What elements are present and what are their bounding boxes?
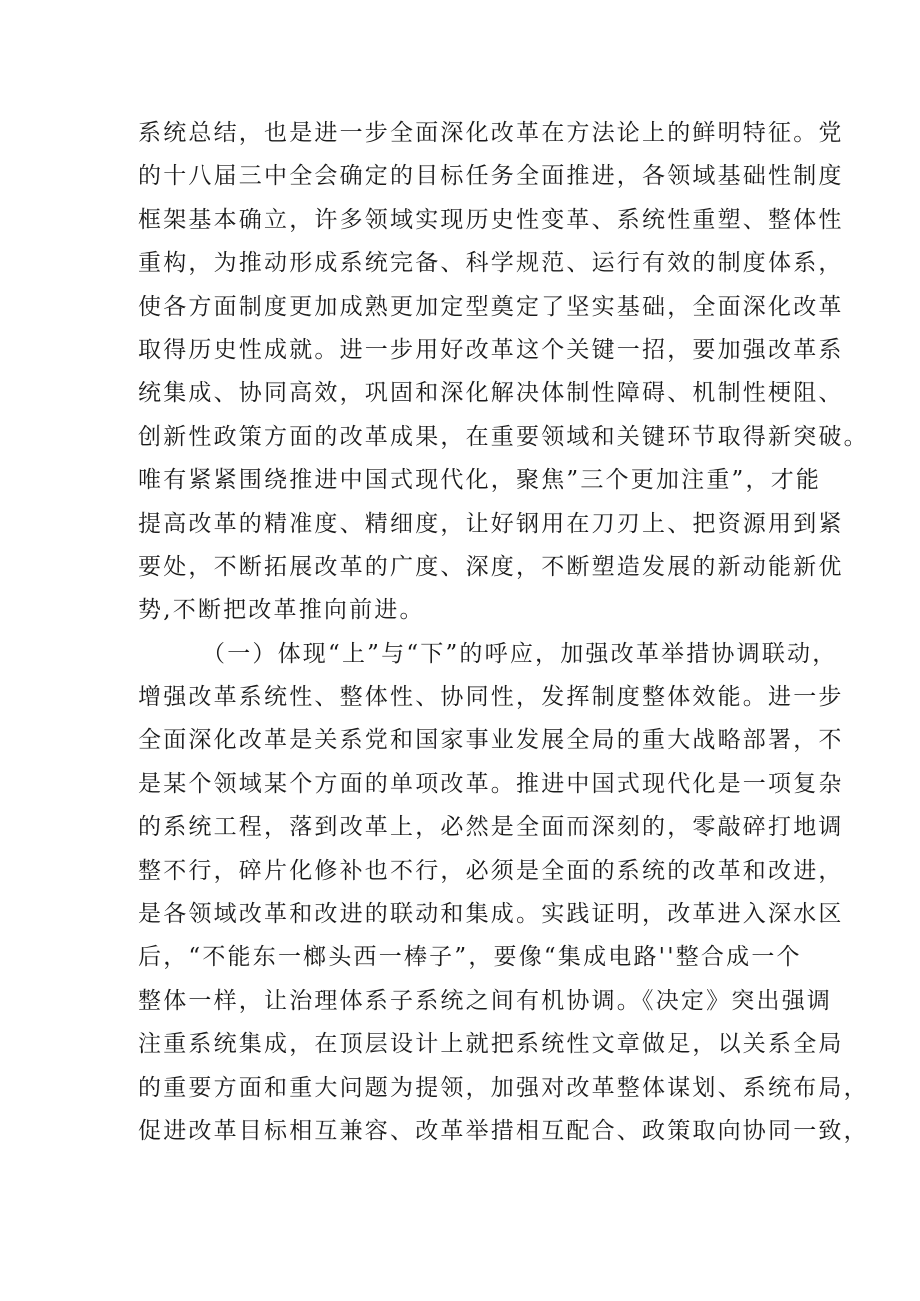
- text-line: 是各领域改革和改进的联动和集成。实践证明，改革进入深水区: [138, 901, 844, 928]
- text-line: 使各方面制度更加成熟更加定型奠定了坚实基础，全面深化改革: [138, 293, 844, 320]
- text-line: 创新性政策方面的改革成果，在重要领域和关键环节取得新突破。: [138, 423, 869, 450]
- text-line: 统集成、协同高效，巩固和深化解决体制性障碍、机制性梗阻、: [138, 380, 844, 407]
- body-text: [138, 112, 869, 1153]
- text-line: 的系统工程，落到改革上，必然是全面而深刻的，零敲碎打地调: [138, 814, 844, 841]
- text-line: 注重系统集成，在顶层设计上就把系统性文章做足，以关系全局: [138, 1031, 844, 1058]
- text-line: 系统总结，也是进一步全面深化改革在方法论上的鲜明特征。党: [138, 120, 844, 146]
- text-line: 整不行，碎片化修补也不行，必须是全面的系统的改革和改进，: [138, 857, 844, 884]
- section-heading-line: （一）体现“上”与“下”的呼应，加强改革举措协调联动，: [202, 640, 838, 667]
- text-line: 重构，为推动形成系统完备、科学规范、运行有效的制度体系，: [138, 250, 844, 277]
- text-line: 势,不断把改革推向前进。: [138, 597, 425, 624]
- text-line: 促进改革目标相互兼容、改革举措相互配合、政策取向协同一致，: [138, 1117, 869, 1144]
- text-line: 取得历史性成就。进一步用好改革这个关键一招，要加强改革系: [138, 336, 844, 363]
- text-line: 的重要方面和重大问题为提领，加强对改革整体谋划、系统布局，: [138, 1074, 869, 1101]
- text-line: 要处，不断拓展改革的广度、深度，不断塑造发展的新动能新优: [138, 553, 844, 580]
- text-line: 增强改革系统性、整体性、协同性，发挥制度整体效能。进一步: [138, 684, 844, 711]
- text-line: 框架基本确立，许多领域实现历史性变革、系统性重塑、整体性: [138, 206, 844, 233]
- text-line: 全面深化改革是关系党和国家事业发展全局的重大战略部署，不: [138, 727, 844, 754]
- text-line: 后，“不能东一榔头西一棒子”，要像“集成电路''整合成一个: [138, 944, 802, 971]
- text-line: 唯有紧紧围绕推进中国式现代化，聚焦”三个更加注重”，才能: [138, 467, 822, 494]
- text-line: 是某个领域某个方面的单项改革。推进中国式现代化是一项复杂: [138, 770, 844, 797]
- text-line: 提高改革的精准度、精细度，让好钢用在刀刃上、把资源用到紧: [138, 510, 844, 537]
- text-line: 的十八届三中全会确定的目标任务全面推进，各领域基础性制度: [138, 163, 844, 190]
- text-line: 整体一样，让治理体系子系统之间有机协调。《决定》突出强调: [138, 987, 833, 1014]
